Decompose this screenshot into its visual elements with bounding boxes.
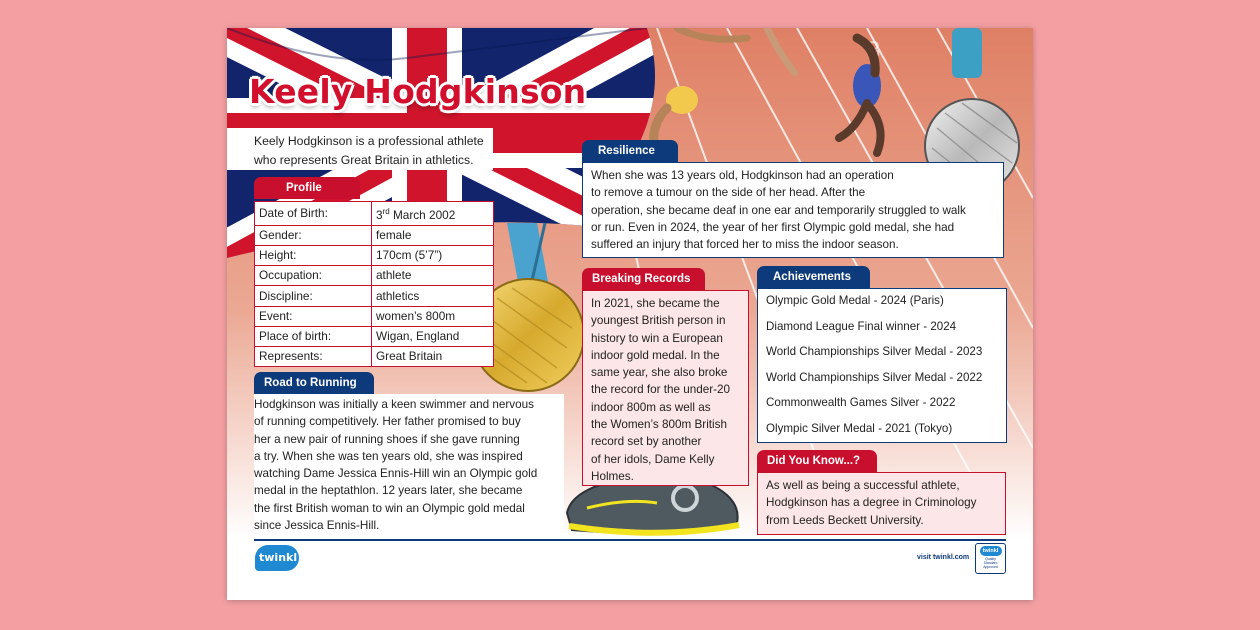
profile-label: Occupation: — [255, 266, 372, 286]
text-line: indoor gold medal. In the — [591, 348, 720, 362]
quality-badge-logo: twinkl — [980, 546, 1002, 556]
text-line: youngest British person in — [591, 314, 726, 328]
quality-badge — [975, 543, 1006, 574]
text-line: Hodgkinson was initially a keen swimmer and nervous — [254, 398, 534, 411]
text-line: of running competitively. Her father promised to buy — [254, 415, 521, 429]
footer-divider — [254, 539, 1006, 541]
profile-heading: Profile — [254, 177, 360, 199]
text-line: same year, she also broke — [591, 366, 728, 380]
text-line: watching Dame Jessica Ennis-Hill win an Olympic gold — [254, 467, 538, 481]
achievement-item: Commonwealth Games Silver - 2022 — [766, 396, 956, 409]
profile-value: Great Britain — [372, 347, 494, 367]
resilience-text — [591, 167, 1001, 253]
profile-value-sup: rd — [382, 207, 390, 216]
achievement-item: World Championships Silver Medal - 2023 — [766, 345, 983, 358]
achievements-heading: Achievements — [757, 266, 870, 288]
text-line: to remove a tumour on the side of her head. After the — [591, 186, 866, 200]
road-to-running-text — [254, 396, 566, 534]
breaking-records-text — [591, 295, 749, 485]
text-line: since Jessica Ennis-Hill. — [254, 519, 380, 533]
profile-label: Date of Birth: — [255, 202, 372, 226]
quality-badge-text: Quality Standard Approved — [983, 557, 998, 569]
text-line: As well as being a successful athlete, — [766, 479, 960, 492]
page-title: Keely Hodgkinson — [249, 72, 587, 111]
breaking-records-panel — [582, 290, 749, 486]
text-line: her a new pair of running shoes if she gave running — [254, 432, 520, 446]
fact-sheet — [227, 28, 1033, 600]
road-to-running-heading: Road to Running — [254, 372, 374, 394]
did-you-know-heading: Did You Know...? — [757, 450, 877, 472]
twinkl-logo-text: twinkl — [259, 551, 298, 564]
profile-value: athletics — [372, 286, 494, 306]
profile-row — [255, 225, 494, 245]
text-line: the first British woman to win an Olympic gold medal — [254, 501, 525, 515]
text-line: Hodgkinson has a degree in Criminology — [766, 496, 977, 510]
breaking-records-heading: Breaking Records — [582, 268, 705, 290]
did-you-know-panel — [757, 472, 1006, 535]
achievement-item: World Championships Silver Medal - 2022 — [766, 370, 983, 384]
text-line: record set by another — [591, 435, 702, 449]
road-to-running-panel — [254, 394, 564, 536]
text-line: Holmes. — [591, 469, 634, 483]
achievement-item: Diamond League Final winner - 2024 — [766, 319, 957, 333]
resilience-heading: Resilience — [582, 140, 678, 162]
achievement-item: Olympic Silver Medal - 2021 (Tokyo) — [766, 421, 953, 435]
did-you-know-text — [766, 477, 1006, 529]
profile-row — [255, 306, 494, 326]
achievements-panel — [757, 288, 1007, 443]
text-line: the Women’s 800m British — [591, 418, 727, 432]
profile-row — [255, 286, 494, 306]
profile-row — [255, 246, 494, 266]
profile-row — [255, 202, 494, 226]
profile-table — [254, 201, 494, 367]
profile-row — [255, 266, 494, 286]
profile-value: 170cm (5’7”) — [372, 246, 494, 266]
text-line: history to win a European — [591, 331, 723, 345]
text-line: suffered an injury that forced her to miss the indoor season. — [591, 238, 899, 252]
profile-label: Height: — [255, 246, 372, 266]
profile-label: Discipline: — [255, 286, 372, 306]
profile-label: Event: — [255, 306, 372, 326]
text-line: of her idols, Dame Kelly — [591, 452, 715, 466]
text-line: medal in the heptathlon. 12 years later, she became — [254, 484, 523, 498]
profile-value-part: March 2002 — [389, 207, 456, 222]
achievement-item: Olympic Gold Medal - 2024 (Paris) — [766, 294, 944, 307]
text-line: When she was 13 years old, Hodgkinson had an operation — [591, 169, 894, 182]
profile-value: women’s 800m — [372, 306, 494, 326]
intro-text: Keely Hodgkinson is a professional athlete who represents Great Britain in athletics. — [227, 128, 493, 170]
text-line: operation, she became deaf in one ear and temporarily struggled to walk — [591, 203, 966, 217]
text-line: from Leeds Beckett University. — [766, 513, 924, 527]
text-line: or run. Even in 2024, the year of her first Olympic gold medal, she had — [591, 220, 955, 234]
profile-value: Wigan, England — [372, 326, 494, 346]
profile-row — [255, 347, 494, 367]
text-line: the record for the under-20 — [591, 383, 731, 397]
profile-label: Place of birth: — [255, 326, 372, 346]
profile-label: Represents: — [255, 347, 372, 367]
profile-row — [255, 326, 494, 346]
twinkl-logo[interactable] — [255, 545, 299, 571]
resilience-panel — [582, 162, 1004, 258]
profile-value: athlete — [372, 266, 494, 286]
profile-value — [372, 202, 494, 226]
text-line: a try. When she was ten years old, she was inspired — [254, 449, 523, 463]
profile-value-part: 3 — [376, 207, 383, 222]
text-line: In 2021, she became the — [591, 297, 720, 310]
text-line: indoor 800m as well as — [591, 400, 711, 414]
svg-text:3: 3 — [867, 39, 881, 64]
visit-link[interactable]: visit twinkl.com — [917, 554, 970, 561]
profile-label: Gender: — [255, 225, 372, 245]
profile-value: female — [372, 225, 494, 245]
